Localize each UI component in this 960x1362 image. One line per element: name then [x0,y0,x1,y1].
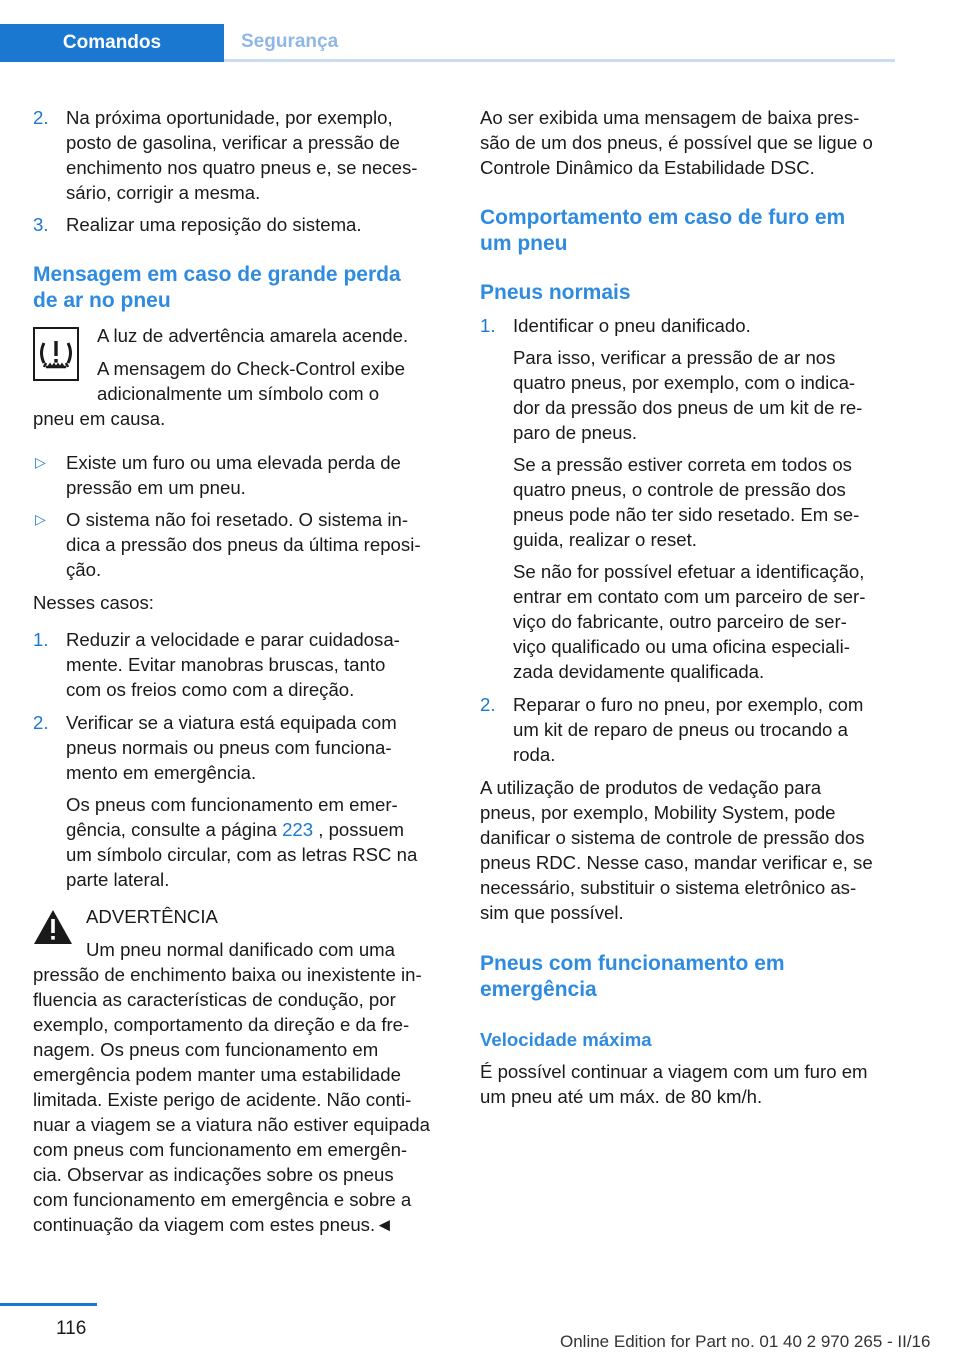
page-link[interactable]: 223 [282,819,314,840]
icon-description: A luz de advertência amarela acende. [97,325,409,346]
section-heading: Mensagem em caso de grande perda [33,263,401,286]
list-item-text: viço do fabricante, outro parceiro de ser‐ [513,611,847,632]
list-number: 2. [33,107,49,128]
list-item-text: mento em emergência. [66,762,257,783]
paragraph: sim que possível. [480,902,624,923]
paragraph: pneus, por exemplo, Mobility System, pode [480,802,836,823]
subsection-heading: Pneus com funcionamento em [480,952,785,975]
paragraph: É possível continuar a viagem com um furo em [480,1061,868,1082]
list-item-text: roda. [513,744,556,765]
warning-title: ADVERTÊNCIA [86,906,218,927]
paragraph: pneus RDC. Nesse caso, mandar verificar e, se [480,852,873,873]
paragraph: um pneu até um máx. de 80 km/h. [480,1086,763,1107]
list-number: 2. [480,694,496,715]
icon-description: pneu em causa. [33,408,166,429]
list-item-text: pneus pode não ter sido resetado. Em se‐ [513,504,860,525]
list-item-text: Se não for possível efetuar a identificação, [513,561,865,582]
section-heading: de ar no pneu [33,289,171,312]
tab-comandos-label: Comandos [62,32,162,53]
tab-comandos[interactable] [0,24,224,62]
bullet-triangle-icon: ▷ [35,511,46,527]
icon-description: A mensagem do Check-Control exibe [97,358,405,379]
list-item-text: Os pneus com funcionamento em emer‐ [66,794,398,815]
warning-text: Um pneu normal danificado com uma [86,939,396,960]
list-item-text: Realizar uma reposição do sistema. [66,214,362,235]
tab-seguranca-label: Segurança [241,30,339,52]
page-number: 116 [56,1318,87,1339]
section-heading: um pneu [480,232,568,255]
list-item-text: zada devidamente qualificada. [513,661,765,682]
warning-text: nuar a viagem se a viatura não estiver equipada [33,1114,430,1135]
list-item-text: Para isso, verificar a pressão de ar nos [513,347,836,368]
list-item-text: um símbolo circular, com as letras RSC na [66,844,418,865]
bullet-text: Existe um furo ou uma elevada perda de [66,452,401,473]
list-item-text: quatro pneus, por exemplo, com o indica‐ [513,372,856,393]
paragraph: Nesses casos: [33,592,154,613]
chapter-tabs [0,24,895,62]
list-item-text: mente. Evitar manobras bruscas, tanto [66,654,386,675]
list-item-text: um kit de reparo de pneus ou trocando a [513,719,848,740]
paragraph: Controle Dinâmico da Estabilidade DSC. [480,157,815,178]
bullet-text: dica a pressão dos pneus da última reposi‐ [66,534,421,555]
paragraph: Ao ser exibida uma mensagem de baixa pres‐ [480,107,860,128]
list-item-text: posto de gasolina, verificar a pressão de [66,132,400,153]
list-item-text: Reduzir a velocidade e parar cuidadosa‐ [66,629,400,650]
bullet-text: ção. [66,559,102,580]
list-item-text: entrar em contato com um parceiro de ser‐ [513,586,866,607]
bullet-text: pressão em um pneu. [66,477,246,498]
paragraph: danificar o sistema de controle de pressão dos [480,827,865,848]
list-item-text-part: , possuem [313,819,405,840]
subsection-heading: Pneus normais [480,281,631,304]
paragraph: necessário, substituir o sistema eletrônico as‐ [480,877,857,898]
warning-text: exemplo, comportamento da direção e da fre‐ [33,1014,410,1035]
list-number: 1. [480,315,496,336]
list-item-text [66,817,404,842]
paragraph: são de um dos pneus, é possível que se ligue o [480,132,873,153]
list-item-text: guida, realizar o reset. [513,529,697,550]
list-item-text: Verificar se a viatura está equipada com [66,712,397,733]
section-heading: Comportamento em caso de furo em [480,206,846,229]
warning-text: com funcionamento em emergência e sobre a [33,1189,412,1210]
list-item-text: paro de pneus. [513,422,638,443]
warning-text: continuação da viagem com estes pneus.◄ [33,1214,394,1235]
list-item-text-part: gência, consulte a página [66,819,283,840]
warning-text: pressão de enchimento baixa ou inexistente in‐ [33,964,422,985]
list-number: 3. [33,214,49,235]
bullet-text: O sistema não foi resetado. O sistema in‐ [66,509,409,530]
minor-heading: Velocidade máxima [480,1029,652,1050]
subsection-heading: emergência [480,978,597,1001]
footer-rule [0,1303,97,1306]
edition-text: Online Edition for Part no. 01 40 2 970 265 - II/16 [560,1332,931,1351]
list-item-text: enchimento nos quatro pneus e, se neces‐ [66,157,418,178]
warning-triangle-icon [33,909,73,945]
bullet-triangle-icon: ▷ [35,454,46,470]
list-item-text: pneus normais ou pneus com funciona‐ [66,737,392,758]
list-item-text: viço qualificado ou uma oficina especiali‐ [513,636,850,657]
warning-text: cia. Observar as indicações sobre os pneus [33,1164,394,1185]
list-item-text: Reparar o furo no pneu, por exemplo, com [513,694,864,715]
warning-text: emergência podem manter uma estabilidade [33,1064,401,1085]
list-item-text: parte lateral. [66,869,170,890]
list-item-text: quatro pneus, o controle de pressão dos [513,479,846,500]
icon-description: adicionalmente um símbolo com o [97,383,380,404]
warning-text: limitada. Existe perigo de acidente. Não conti‐ [33,1089,412,1110]
list-item-text: Na próxima oportunidade, por exemplo, [66,107,393,128]
list-number: 1. [33,629,49,650]
warning-text: fluencia as características de condução, por [33,989,396,1010]
warning-text: nagem. Os pneus com funcionamento em [33,1039,379,1060]
tab-seguranca[interactable] [224,24,895,62]
list-item-text: com os freios como com a direção. [66,679,355,700]
list-number: 2. [33,712,49,733]
list-item-text: Identificar o pneu danificado. [513,315,751,336]
list-item-text: sário, corrigir a mesma. [66,182,261,203]
tire-pressure-warning-icon [33,327,79,381]
warning-text: com pneus com funcionamento em emergên‐ [33,1139,408,1160]
list-item-text: dor da pressão dos pneus de um kit de re‐ [513,397,863,418]
list-item-text: Se a pressão estiver correta em todos os [513,454,852,475]
paragraph: A utilização de produtos de vedação para [480,777,822,798]
